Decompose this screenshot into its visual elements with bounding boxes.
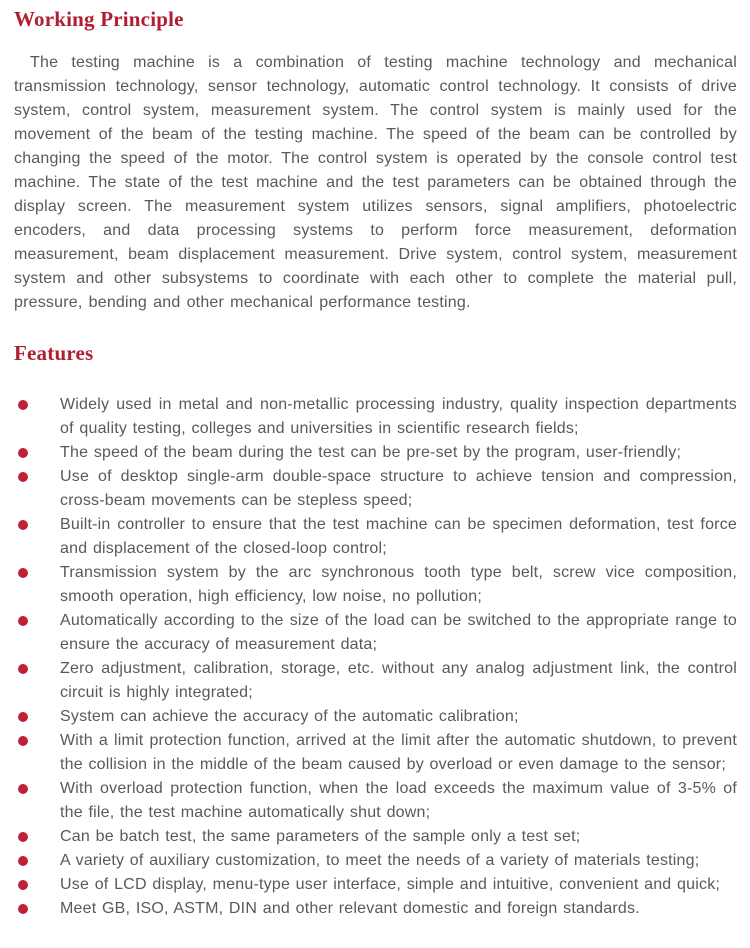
feature-item	[14, 849, 737, 873]
bullet-icon	[18, 520, 28, 530]
working-principle-paragraph: The testing machine is a combination of testing machine technology and mechanical transmission technology, sensor technology, automatic control technology. It consists of drive system, control system, measurement system. The control system is mainly used for the movement of the beam of the testing machine. The speed of the beam can be controlled by changing the speed of the motor. The control system is operated by the console control test machine. The state of the test machine and the test parameters can be obtained through the display screen. The measurement system utilizes sensors, signal amplifiers, photoelectric encoders, and data processing systems to perform force measurement, deformation measurement, beam displacement measurement. Drive system, control system, measurement system and other subsystems to coordinate with each other to complete the material pull, pressure, bending and other mechanical performance testing.	[14, 54, 737, 311]
feature-text: System can achieve the accuracy of the automatic calibration;	[60, 708, 519, 725]
feature-item	[14, 393, 737, 441]
feature-text: Meet GB, ISO, ASTM, DIN and other relevant domestic and foreign standards.	[60, 900, 640, 917]
feature-item	[14, 729, 737, 777]
bullet-icon	[18, 448, 28, 458]
bullet-icon	[18, 472, 28, 482]
feature-item	[14, 705, 737, 729]
bullet-icon	[18, 400, 28, 410]
feature-item	[14, 825, 737, 849]
bullet-icon	[18, 736, 28, 746]
features-list	[14, 393, 737, 921]
feature-item	[14, 657, 737, 705]
feature-text: Built-in controller to ensure that the test machine can be specimen deformation, test force and displacement of the closed-loop control;	[60, 516, 737, 557]
feature-text: With overload protection function, when the load exceeds the maximum value of 3-5% of the file, the test machine automatically shut down;	[60, 780, 737, 821]
feature-text: Transmission system by the arc synchronous tooth type belt, screw vice composition, smooth operation, high efficiency, low noise, no pollution;	[60, 564, 737, 605]
feature-item	[14, 897, 737, 921]
feature-text: Can be batch test, the same parameters of the sample only a test set;	[60, 828, 581, 845]
feature-text: Use of LCD display, menu-type user interface, simple and intuitive, convenient and quick;	[60, 876, 721, 893]
feature-text: The speed of the beam during the test can be pre-set by the program, user-friendly;	[60, 444, 682, 461]
bullet-icon	[18, 712, 28, 722]
bullet-icon	[18, 664, 28, 674]
bullet-icon	[18, 568, 28, 578]
feature-item	[14, 777, 737, 825]
bullet-icon	[18, 904, 28, 914]
feature-item	[14, 561, 737, 609]
feature-text: With a limit protection function, arrived at the limit after the automatic shutdown, to prevent the collision in the middle of the beam caused by overload or even damage to the sensor;	[60, 732, 737, 773]
bullet-icon	[18, 856, 28, 866]
features-section	[14, 342, 737, 921]
feature-item	[14, 609, 737, 657]
bullet-icon	[18, 880, 28, 890]
feature-text: Zero adjustment, calibration, storage, etc. without any analog adjustment link, the control circuit is highly integrated;	[60, 660, 737, 701]
bullet-icon	[18, 784, 28, 794]
feature-item	[14, 465, 737, 513]
working-principle-section	[14, 8, 737, 315]
feature-text: Widely used in metal and non-metallic processing industry, quality inspection departments of quality testing, colleges and universities in scientific research fields;	[60, 396, 737, 437]
bullet-icon	[18, 616, 28, 626]
features-heading: Features	[14, 341, 94, 365]
feature-item	[14, 441, 737, 465]
bullet-icon	[18, 832, 28, 842]
feature-item	[14, 513, 737, 561]
feature-item	[14, 873, 737, 897]
feature-text: Use of desktop single-arm double-space structure to achieve tension and compression, cross-beam movements can be stepless speed;	[60, 468, 737, 509]
feature-text: Automatically according to the size of the load can be switched to the appropriate range to ensure the accuracy of measurement data;	[60, 612, 737, 653]
feature-text: A variety of auxiliary customization, to meet the needs of a variety of materials testing;	[60, 852, 700, 869]
working-principle-heading: Working Principle	[14, 7, 184, 31]
